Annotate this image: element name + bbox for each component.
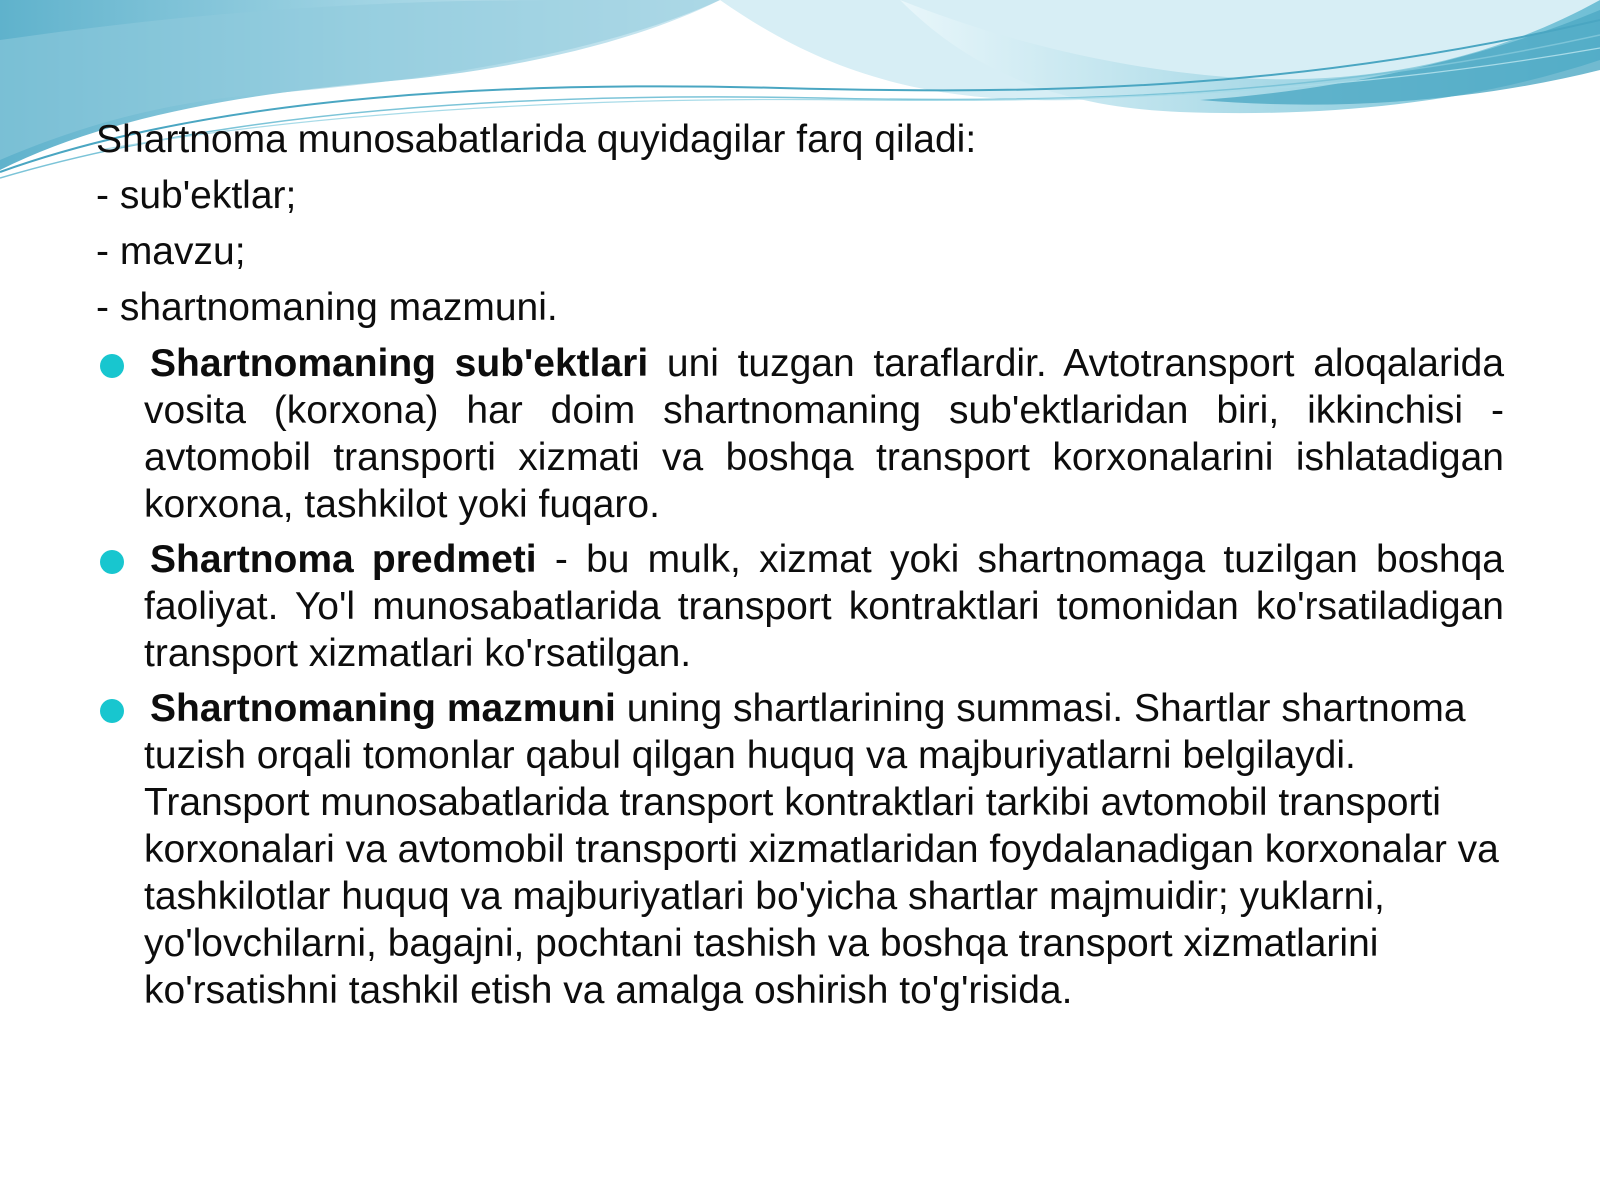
bullet-dot-icon [100, 699, 124, 723]
bullet-term: Shartnomaning mazmuni [150, 687, 616, 730]
bullet-item-subjects [96, 340, 1504, 528]
intro-item-content: - shartnomaning mazmuni. [96, 286, 558, 329]
slide-content [96, 112, 1504, 1022]
bullet-text: - bu mulk, xizmat yoki shartnomaga tuzilgan boshqa faoliyat. Yo'l munosabatlarida transport kontraktlari tomonidan ko'rsatiladigan transport xizmatlari ko'rsatilgan. [144, 538, 1504, 675]
intro-item-subjects: - sub'ektlar; [96, 174, 297, 217]
intro-heading: Shartnoma munosabatlarida quyidagilar farq qiladi: [96, 118, 977, 161]
bullet-list [96, 340, 1504, 1014]
bullet-term: Shartnoma predmeti [150, 538, 537, 581]
bullet-text: uning shartlarining summasi. Shartlar shartnoma tuzish orqali tomonlar qabul qilgan huquq va majburiyatlarni belgilaydi. Transport munosabatlarida transport kontraktlari tarkibi avtomobil transporti korxonalari va avtomobil transporti xizmatlaridan foydalanadigan korxonalar va tashkilotlar huquq va majburiyatlari bo'yicha shartlar majmuidir; yuklarni, yo'lovchilarni, bagajni, pochtani tashish va boshqa transport xizmatlarini ko'rsatishni tashkil etish va amalga oshirish to'g'risida. [144, 687, 1499, 1012]
bullet-text: uni tuzgan taraflardir. Avtotransport aloqalarida vosita (korxona) har doim shartnomaning sub'ektlaridan biri, ikkinchisi - avtomobil transporti xizmati va boshqa transport korxonalarini ishlatadigan korxona, tashkilot yoki fuqaro. [144, 342, 1505, 526]
bullet-item-content [96, 685, 1504, 1014]
bullet-term: Shartnomaning sub'ektlari [150, 342, 649, 385]
bullet-dot-icon [100, 354, 124, 378]
bullet-item-subject-matter [96, 536, 1504, 677]
intro-item-subject-matter: - mavzu; [96, 230, 246, 273]
bullet-dot-icon [100, 550, 124, 574]
